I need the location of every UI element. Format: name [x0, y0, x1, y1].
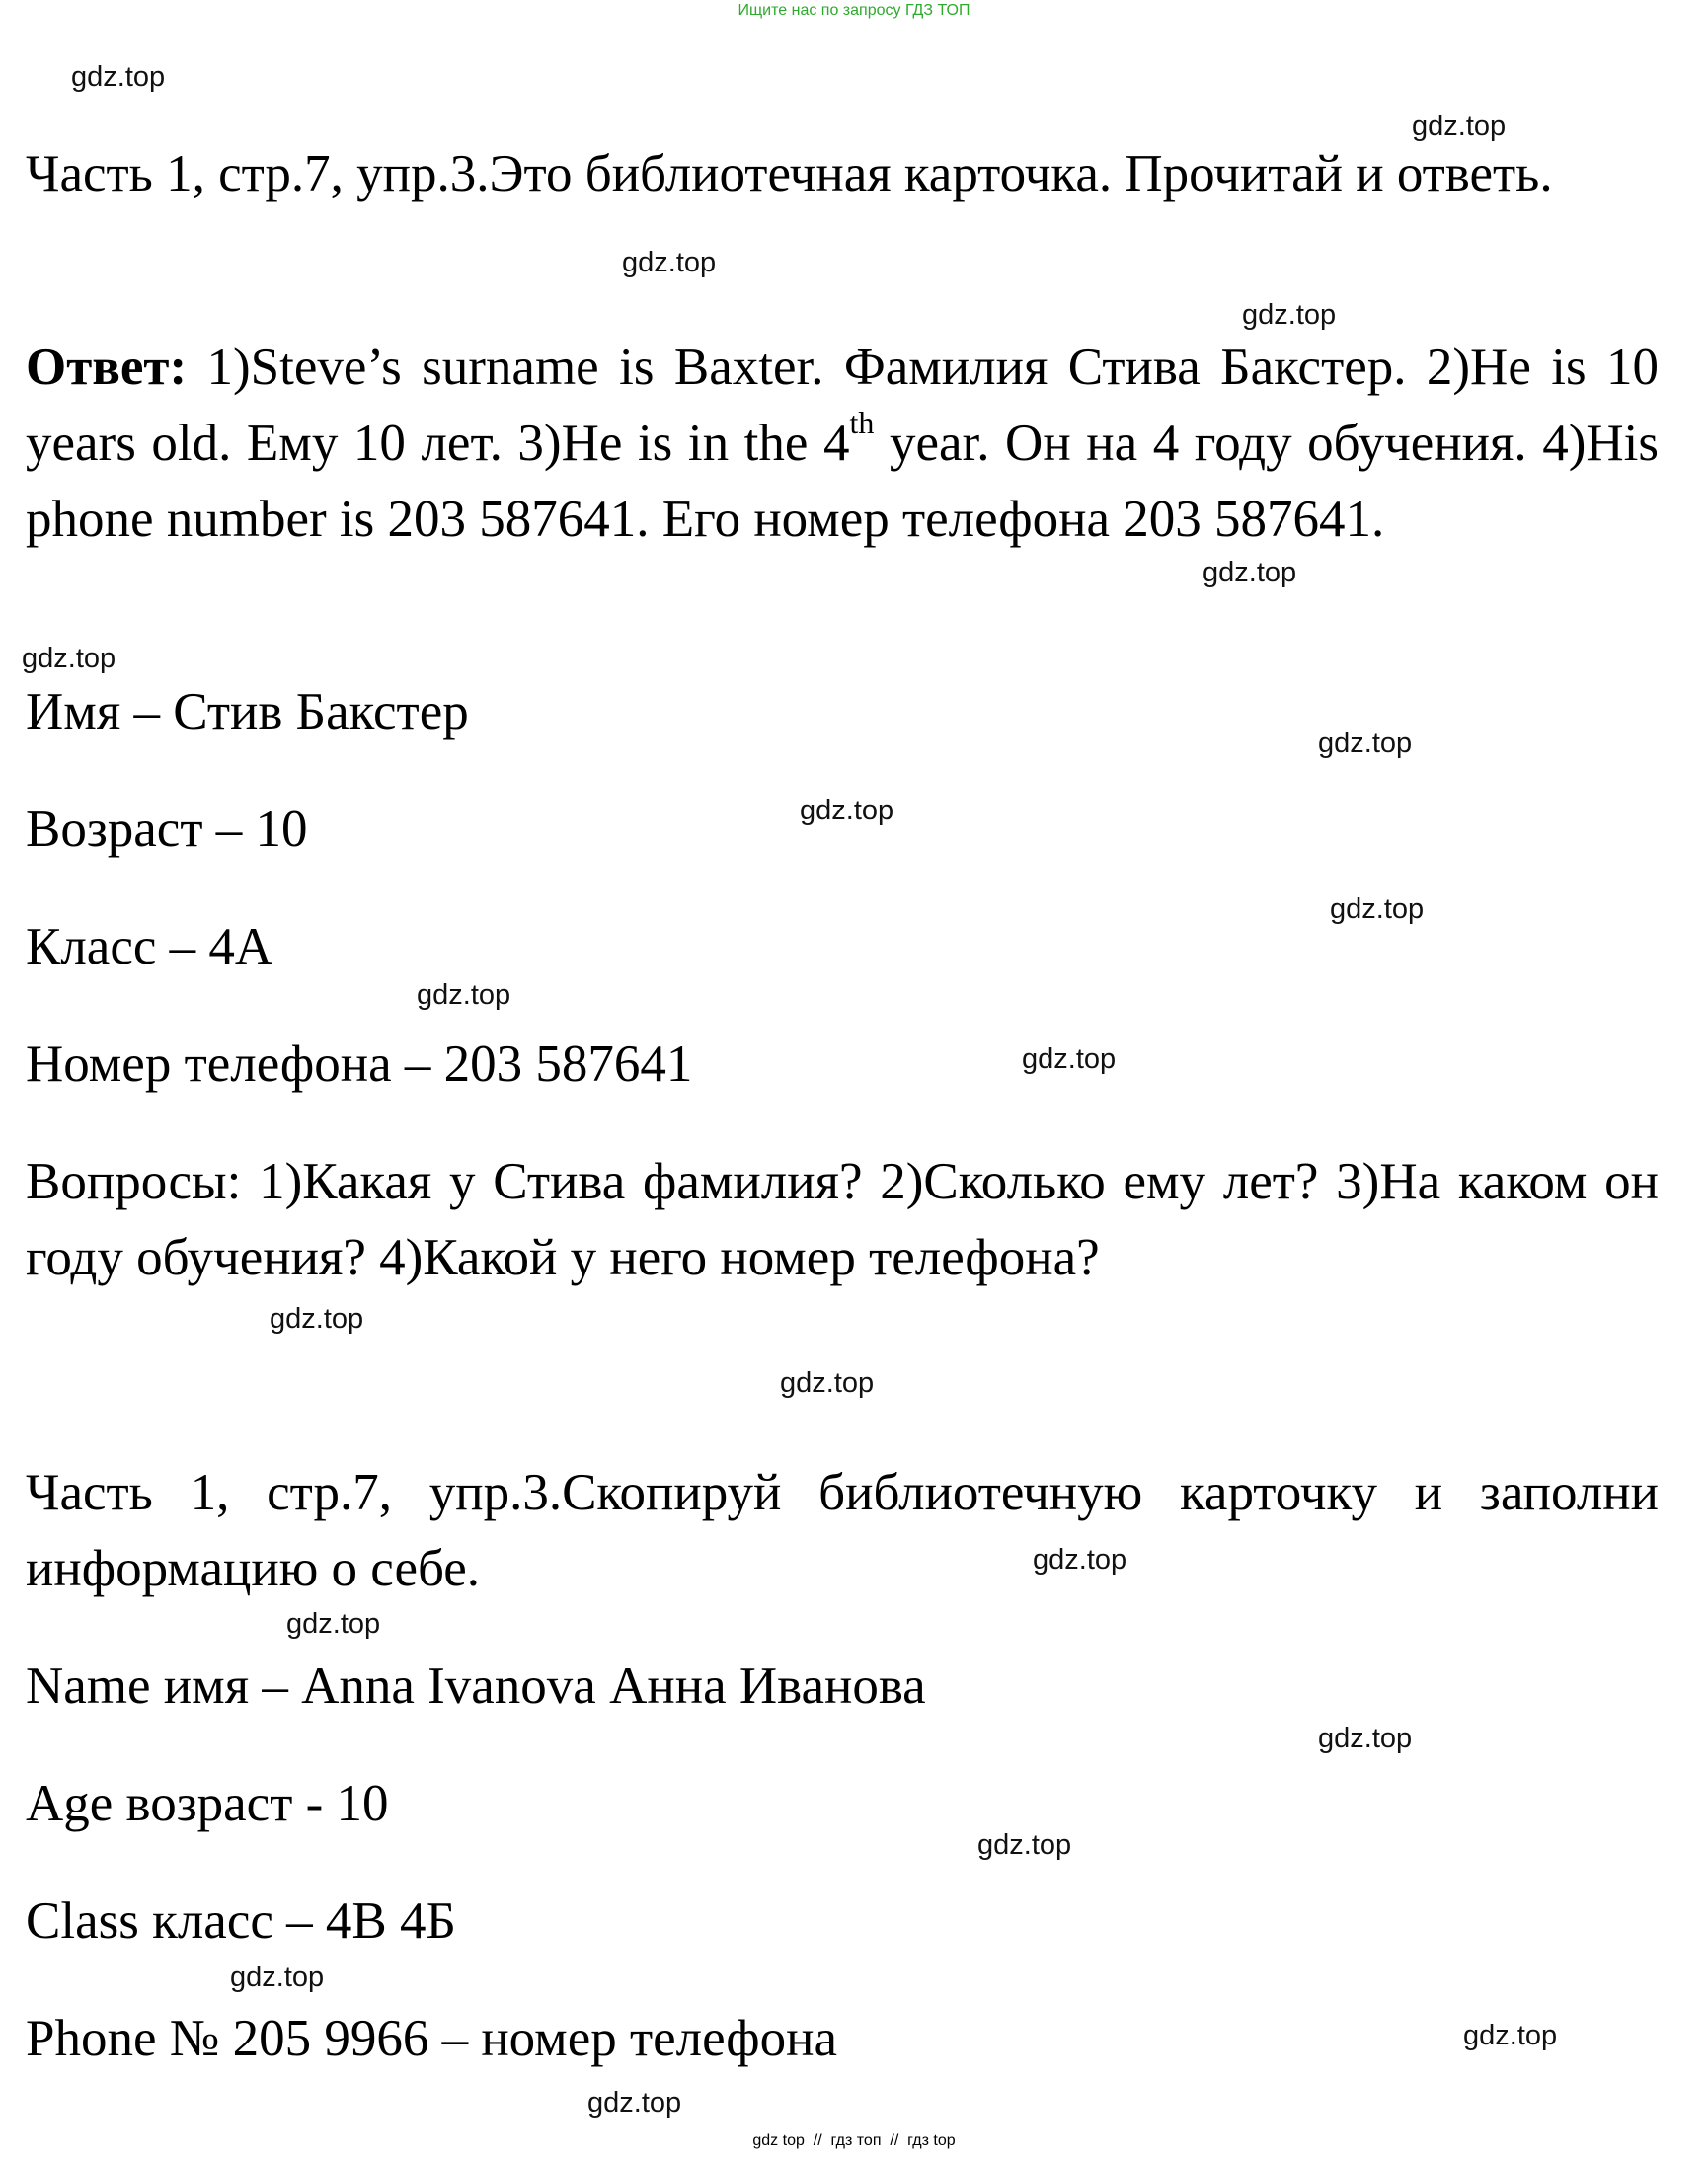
answer-text-part2: year. Он на 4 году обучения. 4)His phone number is 203 587641. Его номер телефона 203 587641. — [26, 415, 1660, 548]
watermark: gdz.top — [1242, 299, 1337, 331]
card-age: Возраст – 10 — [26, 801, 308, 858]
self-card-phone: Phone № 205 9966 – номер телефона — [26, 2010, 838, 2067]
self-card-class: Class класс – 4B 4Б — [26, 1892, 456, 1950]
self-card-age: Age возраст - 10 — [26, 1775, 389, 1832]
watermark: gdz.top — [622, 247, 717, 278]
watermark: gdz.top — [800, 795, 894, 826]
watermark: gdz.top — [977, 1829, 1072, 1861]
answer-superscript: th — [849, 405, 875, 441]
watermark: gdz.top — [230, 1962, 325, 1993]
answer-text-part1: 1)Steve’s surname is Baxter. Фамилия Стива Бакстер. 2)He is 10 years old. Ему 10 лет. 3)He is in the 4 — [26, 339, 1660, 472]
task1-questions: Вопросы: 1)Какая у Стива фамилия? 2)Сколько ему лет? 3)На каком он году обучения? 4)Какой у него номер телефона? — [26, 1153, 1659, 1286]
watermark: gdz.top — [1318, 1723, 1413, 1754]
watermark: gdz.top — [71, 61, 166, 93]
watermark: gdz.top — [1412, 111, 1507, 142]
card-class: Класс – 4А — [26, 918, 273, 975]
task1-title: Часть 1, стр.7, упр.3.Это библиотечная карточка. Прочитай и ответь. — [26, 145, 1553, 202]
top-banner: Ищите нас по запросу ГДЗ ТОП — [738, 2, 970, 19]
watermark: gdz.top — [1318, 728, 1413, 759]
footer-text: gdz top // гдз топ // гдз top — [752, 2132, 956, 2149]
watermark: gdz.top — [587, 2087, 682, 2119]
task2-title: Часть 1, стр.7, упр.3.Скопируй библиотечную карточку и заполни информацию о себе. — [26, 1464, 1659, 1597]
self-card-name: Name имя – Anna Ivanova Анна Иванова — [26, 1658, 926, 1715]
card-name: Имя – Стив Бакстер — [26, 683, 469, 740]
watermark: gdz.top — [1033, 1544, 1127, 1576]
watermark: gdz.top — [1022, 1043, 1117, 1075]
watermark: gdz.top — [1463, 2020, 1558, 2051]
watermark: gdz.top — [1203, 557, 1297, 588]
watermark: gdz.top — [417, 979, 511, 1011]
task1-answer — [26, 330, 1659, 558]
card-phone: Номер телефона – 203 587641 — [26, 1036, 693, 1093]
watermark: gdz.top — [270, 1303, 364, 1335]
watermark: gdz.top — [286, 1608, 381, 1640]
watermark: gdz.top — [22, 643, 116, 674]
watermark: gdz.top — [1330, 893, 1425, 925]
watermark: gdz.top — [780, 1367, 875, 1399]
answer-label: Ответ: — [26, 339, 188, 396]
